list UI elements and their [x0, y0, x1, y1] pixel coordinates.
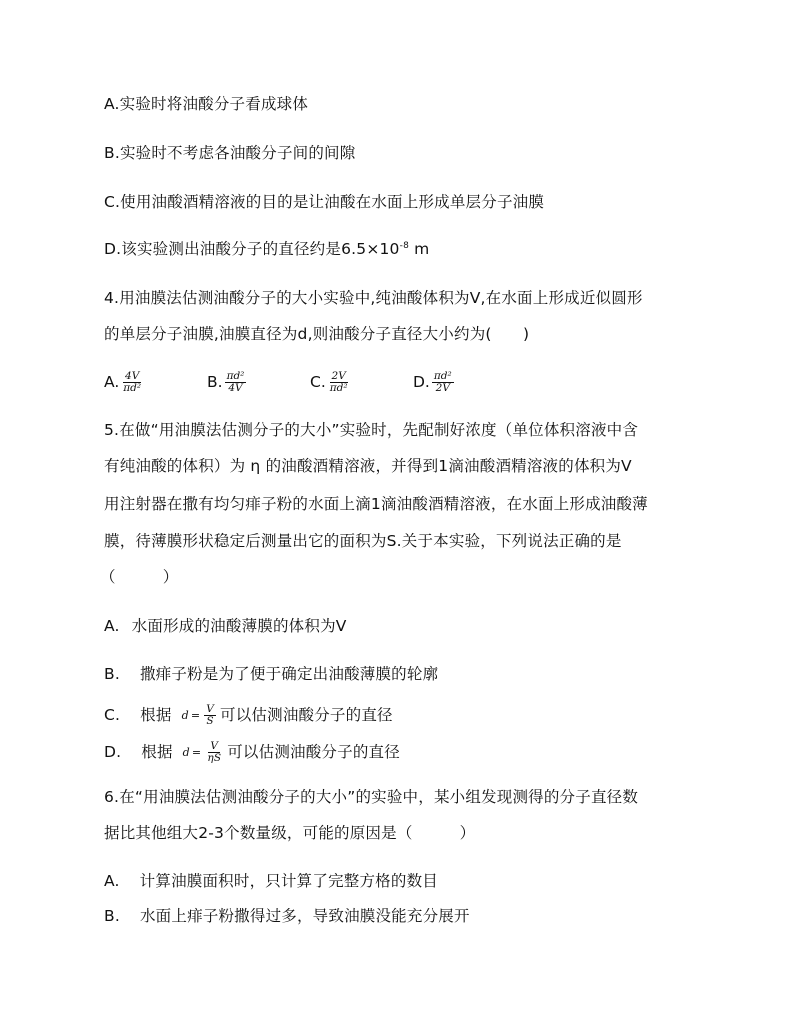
- q4-option-a-numerator: 4V: [125, 369, 140, 382]
- q5-option-c-post: 可以估测油酸分子的直径: [220, 706, 393, 724]
- q6-stem-line1: 6.在“用油膜法估测油酸分子的大小”的实验中，某小组发现测得的分子直径数: [104, 788, 639, 806]
- q6-option-a-label: A.: [104, 872, 120, 890]
- q4-option-c-denominator: πd²: [329, 381, 348, 394]
- q5-option-c-numerator: V: [206, 703, 215, 715]
- q4-option-c-numerator: 2V: [331, 369, 346, 382]
- q5-option-c: [104, 702, 393, 729]
- q5-option-d-post: 可以估测油酸分子的直径: [227, 743, 400, 761]
- q4-option-c-fraction: [328, 371, 350, 394]
- q6-option-a: [104, 871, 438, 891]
- q6-option-b: [104, 906, 470, 926]
- q4-option-b: [207, 371, 310, 394]
- q5-option-d-numerator: V: [210, 740, 219, 752]
- q5-option-c-pre: 根据: [140, 706, 172, 724]
- q3-option-d-unit: m: [409, 240, 430, 258]
- q4-stem-line1: 4.用油膜法估测油酸分子的大小实验中,纯油酸体积为V,在水面上形成近似圆形: [104, 289, 643, 307]
- q5-option-d-fraction: [205, 741, 223, 764]
- q5-stem-line4: 膜，待薄膜形状稳定后测量出它的面积为S.关于本实验，下列说法正确的是: [104, 532, 622, 550]
- q3-option-a: A.实验时将油酸分子看成球体: [104, 95, 309, 113]
- q5-option-a-label: A.: [104, 617, 120, 635]
- q4-option-c-label: C.: [310, 373, 326, 391]
- q4-option-b-label: B.: [207, 373, 223, 391]
- q5-option-a-text: 水面形成的油酸薄膜的体积为V: [131, 617, 347, 635]
- q4-option-d-fraction: [432, 371, 454, 394]
- q5-option-d-label: D.: [104, 743, 122, 761]
- q3-option-d: [104, 239, 429, 259]
- q5-option-c-fraction: [204, 704, 216, 727]
- q6-option-b-text: 水面上痱子粉撒得过多，导致油膜没能充分展开: [139, 907, 470, 925]
- q5-option-c-lhs: d: [181, 708, 189, 722]
- q6-stem-line2: 据比其他组大2-3个数量级，可能的原因是（ ）: [104, 824, 476, 842]
- q3-option-b: B.实验时不考虑各油酸分子间的间隙: [104, 144, 356, 162]
- q3-option-c: C.使用油酸酒精溶液的目的是让油酸在水面上形成单层分子油膜: [104, 193, 545, 211]
- q4-option-d-denominator: 2V: [435, 381, 450, 394]
- q5-answer-bracket: （ ）: [100, 568, 179, 586]
- q5-option-d-denominator: ηS: [207, 752, 222, 764]
- q5-option-c-denominator: S: [206, 715, 214, 727]
- q5-stem-line2: 有纯油酸的体积）为 η 的油酸酒精溶液，并得到1滴油酸酒精溶液的体积为V: [104, 457, 632, 475]
- q4-option-a-label: A.: [104, 373, 120, 391]
- q4-option-a-denominator: πd²: [123, 381, 142, 394]
- q5-option-a: [104, 616, 347, 636]
- q3-option-d-text: D.该实验测出油酸分子的直径约是6.5×10: [104, 240, 400, 258]
- q4-options: [104, 364, 516, 400]
- q5-option-d-lhs: d: [182, 745, 190, 759]
- q5-option-b-text: 撒痱子粉是为了便于确定出油酸薄膜的轮廓: [139, 665, 439, 683]
- q4-option-b-numerator: πd²: [226, 369, 245, 382]
- q5-option-d-pre: 根据: [141, 743, 173, 761]
- q4-option-d: [413, 371, 516, 394]
- q5-option-c-eq: =: [190, 708, 201, 722]
- q6-option-a-text: 计算油膜面积时，只计算了完整方格的数目: [139, 872, 438, 890]
- q6-option-b-label: B.: [104, 907, 120, 925]
- q5-option-b-label: B.: [104, 665, 120, 683]
- q4-option-a: [104, 371, 207, 394]
- q5-option-d-formula: [183, 740, 226, 766]
- q4-option-b-denominator: 4V: [228, 381, 243, 394]
- q5-option-d-eq: =: [191, 745, 202, 759]
- q5-option-c-label: C.: [104, 706, 121, 724]
- q4-option-d-label: D.: [413, 373, 430, 391]
- q5-stem-line1: 5.在做“用油膜法估测分子的大小”实验时，先配制好浓度（单位体积溶液中含: [104, 421, 639, 439]
- q4-option-a-fraction: [121, 371, 143, 394]
- q5-stem-line3: 用注射器在撒有均匀痱子粉的水面上滴1滴油酸酒精溶液，在水面上形成油酸薄: [104, 495, 648, 513]
- q4-option-c: [310, 371, 413, 394]
- q5-option-d: [104, 739, 400, 766]
- q4-option-b-fraction: [225, 371, 247, 394]
- q4-stem-line2: 的单层分子油膜,油膜直径为d,则油酸分子直径大小约为( ): [104, 325, 530, 343]
- q5-option-b: [104, 664, 438, 684]
- q5-option-c-formula: [182, 703, 218, 729]
- q3-option-d-exponent: -8: [399, 241, 409, 251]
- q4-option-d-numerator: πd²: [433, 369, 452, 382]
